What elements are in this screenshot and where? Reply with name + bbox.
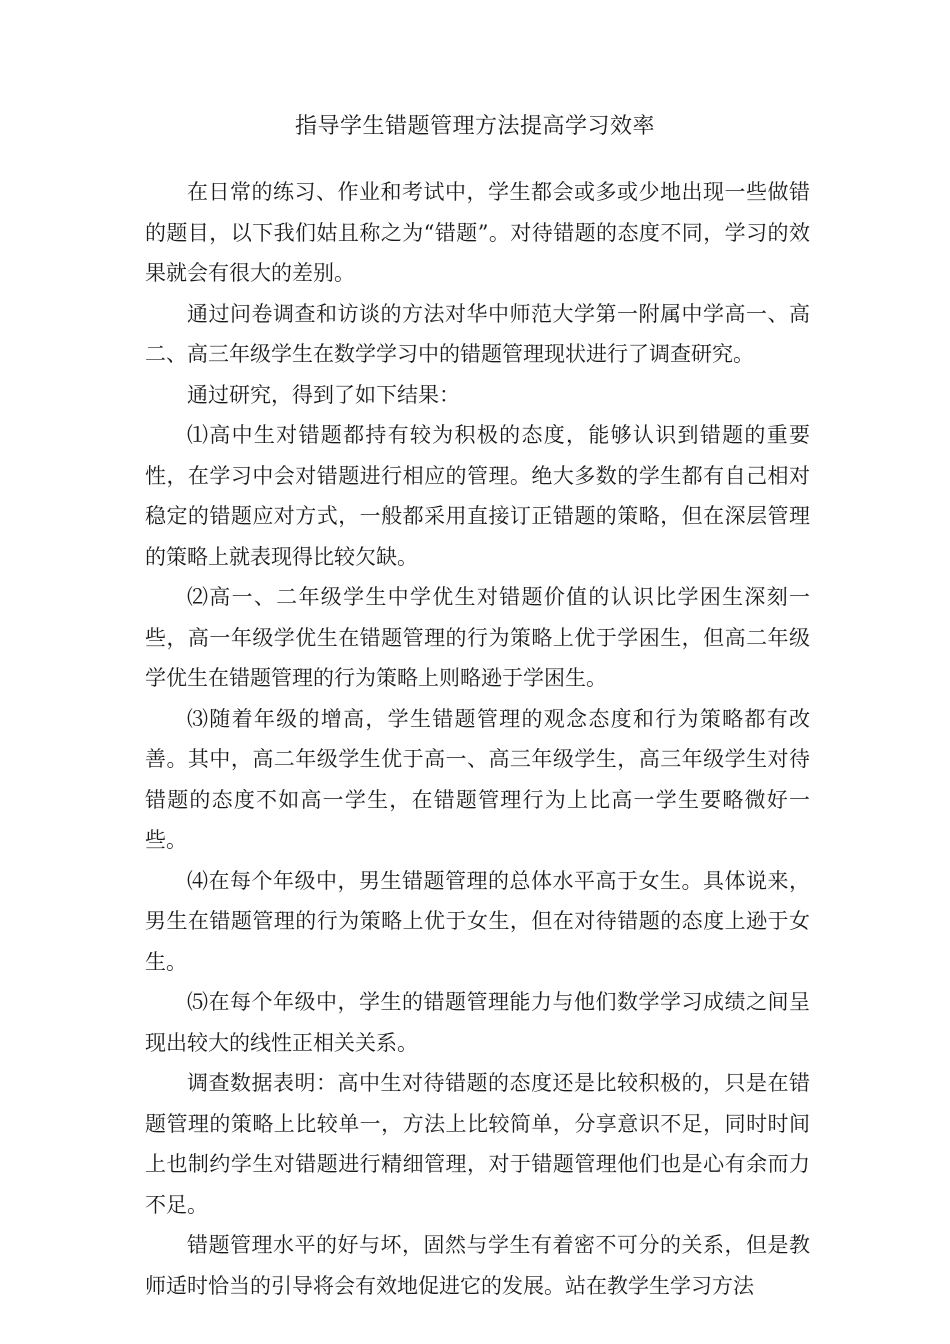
paragraph-intro: 在日常的练习、作业和考试中，学生都会或多或少地出现一些做错的题目，以下我们姑且称之为“错题”。对待错题的态度不同，学习的效果就会有很大的差别。 [145,180,810,285]
paragraph-result-3: ⑶随着年级的增高，学生错题管理的观念态度和行为策略都有改善。其中，高二年级学生优于高一、高三年级学生，高三年级学生对待错题的态度不如高一学生，在错题管理行为上比高一学生要略微好一些。 [145,706,810,852]
paragraph-result-2: ⑵高一、二年级学生中学优生对错题价值的认识比学困生深刻一些，高一年级学优生在错题管理的行为策略上优于学困生，但高二年级学优生在错题管理的行为策略上则略逊于学困生。 [145,585,810,690]
paragraph-result-4: ⑷在每个年级中，男生错题管理的总体水平高于女生。具体说来，男生在错题管理的行为策略上优于女生，但在对待错题的态度上逊于女生。 [145,868,810,974]
paragraph-result-5: ⑸在每个年级中，学生的错题管理能力与他们数学学习成绩之间呈现出较大的线性正相关关系。 [145,990,810,1055]
paragraph-result-1: ⑴高中生对错题都持有较为积极的态度，能够认识到错题的重要性，在学习中会对错题进行相应的管理。绝大多数的学生都有自己相对稳定的错题应对方式，一般都采用直接订正错题的策略，但在深层管理的策略上就表现得比较欠缺。 [145,423,810,569]
document-body [145,172,810,1306]
paragraph-teacher-guidance: 错题管理水平的好与坏，固然与学生有着密不可分的关系，但是教师适时恰当的引导将会有效地促进它的发展。站在教学生学习方法 [145,1233,810,1298]
paragraph-survey-data: 调查数据表明：高中生对待错题的态度还是比较积极的，只是在错题管理的策略上比较单一，方法上比较简单，分享意识不足，同时时间上也制约学生对错题进行精细管理，对于错题管理他们也是心有余而力不足。 [145,1071,810,1217]
paragraph-results-lead: 通过研究，得到了如下结果： [187,382,460,407]
paragraph-method: 通过问卷调查和访谈的方法对华中师范大学第一附属中学高一、高二、高三年级学生在数学学习中的错题管理现状进行了调查研究。 [145,301,810,366]
document-title: 指导学生错题管理方法提高学习效率 [294,114,655,139]
